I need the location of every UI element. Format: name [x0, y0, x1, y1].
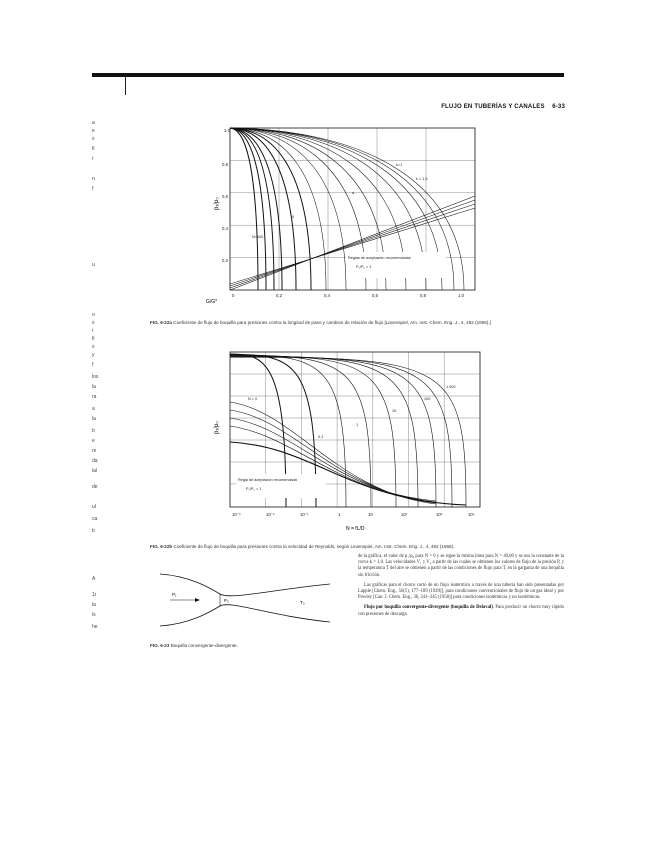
fig1-annotation: 0 [292, 215, 295, 219]
fig2-xtick: 10⁻² [266, 512, 275, 517]
figure-3-caption [150, 643, 350, 649]
flow-arrow-head [195, 598, 200, 602]
margin-fragment: la [92, 384, 96, 390]
section-text: Para producir un chorro muy rápido con presiones de descarga [358, 605, 564, 617]
margin-fragment: A [92, 576, 96, 582]
nozzle-upper-wall [160, 574, 330, 596]
fig2-annotation: 0,1 [318, 435, 324, 439]
fig1-curve [230, 128, 366, 290]
fig1-xtick: 0,6 [372, 293, 378, 298]
figure-2-caption [150, 544, 560, 550]
fig2-caption-label: FIG. 6-22b [150, 544, 173, 549]
fig2-annotation: 100 [424, 397, 431, 401]
margin-fragment: e [92, 438, 95, 444]
margin-fragment: ca [92, 516, 98, 522]
fig1-caption-label: FIG. 6-22a [150, 320, 172, 325]
margin-fragment: a [92, 406, 95, 412]
margin-fragment: los [92, 374, 99, 380]
margin-fragment: s [92, 136, 95, 142]
margin-fragment: la [92, 602, 96, 608]
fig1-annotation: N=100 [252, 235, 264, 239]
margin-fragment: b [92, 528, 95, 534]
figure-1-caption [150, 320, 560, 326]
fig2-xtick: 1 [338, 512, 341, 517]
fig2-y-label: p₁/p₀ [214, 421, 220, 434]
fig1-ytick: 0,8 [222, 162, 228, 167]
fig1-xtick: 0,4 [324, 293, 330, 298]
fig1-xtick: 0,8 [420, 293, 426, 298]
body-text-column [358, 554, 564, 622]
margin-fragment: s [92, 344, 95, 350]
margin-fragment: r [92, 328, 94, 334]
margin-fragment: ls [92, 612, 96, 618]
fig1-annotation: k = 1,3 [416, 177, 428, 181]
fig1-x-label: G/G* [206, 299, 218, 305]
margin-fragment: da [92, 458, 98, 464]
margin-fragment: a [92, 120, 95, 126]
fig1-xtick: 0 [232, 293, 235, 298]
margin-fragment: y [92, 352, 95, 358]
figure-3-nozzle-diagram [150, 560, 350, 640]
fig1-legend-text: P₁/P₀ = 1 [356, 265, 372, 269]
margin-fragment: 1r [92, 592, 97, 598]
gutter-tick [125, 77, 126, 95]
margin-fragment: de [92, 484, 98, 490]
nozzle-lower-wall [160, 605, 330, 626]
fig2-xtick: 10³ [436, 512, 443, 517]
fig2-x-label: N = fL/D [346, 526, 365, 532]
fig2-xtick: 10² [401, 512, 408, 517]
margin-fragment: e [92, 128, 95, 134]
fig2-legend-text: P₁/P₀ = 1 [246, 487, 262, 491]
margin-fragment: he [92, 624, 98, 630]
fig1-y-label: p₁/p₀ [214, 197, 220, 210]
margin-fragment: tl [92, 336, 95, 342]
margin-fragment: ul [92, 504, 96, 510]
fig1-xtick: 0,2 [276, 293, 282, 298]
fig2-xtick: 10⁻¹ [300, 512, 309, 517]
margin-fragment: la [92, 416, 96, 422]
fig1-curve [230, 128, 258, 290]
running-head-title: FLUJO EN TUBERÍAS Y CANALES [441, 104, 545, 110]
margin-fragment: u [92, 262, 95, 268]
body-paragraph: de la gráfica, el valor de p₁/p₀ para N = 0 y se sigue la misma línea para N = 40,00 y se usa la constante de la curva k = 1,0. Las velocidades V₁ y V₂ a partir de las cuales se obtienen los valores de flujo de la presión P, y la temperatura T del aire se obtienen a partir de las condiciones de flujo para T, en la garganta de una boquilla sin fricción. [358, 554, 564, 578]
fig1-ytick: 1,0 [224, 128, 230, 133]
page-number: 6-33 [552, 104, 565, 110]
figure-2-chart [196, 342, 496, 542]
fig1-ytick: 0,2 [222, 258, 228, 263]
fig1-ytick: 0,4 [222, 226, 228, 231]
margin-fragment: f [92, 186, 94, 192]
fig2-xtick: 10⁴ [468, 512, 475, 517]
margin-fragment: n [92, 176, 95, 182]
margin-fragment: f [92, 362, 94, 368]
body-paragraph-with-title: Flujo por boquilla convergente-divergente (boquilla de Delaval). Para producir un chorro muy rápido con presiones de descarga [358, 605, 564, 617]
margin-fragment: s [92, 320, 95, 326]
margin-fragment: re [92, 448, 97, 454]
nozzle-label-p1: P₁ [172, 592, 177, 597]
fig1-ytick: 0,6 [222, 194, 228, 199]
body-paragraph: Las gráficas para el chorro corto de un flujo isotérmico a través de una tubería han sido presentadas por Lapple [Chem. Eng., 56(5), 177–189 (1949)], para condiciones convencionales de flujo de un gas ideal y por Powley [Can. J. Chem. Eng., 36, 241–245 (1958)] para condiciones isotérmicas y no isotérmicas. [358, 582, 564, 601]
fig1-annotation: a [352, 191, 355, 195]
fig2-annotation: 1 [356, 423, 359, 427]
fig2-annotation: N = 0 [248, 397, 258, 401]
running-header [360, 104, 565, 110]
fig1-legend-text: Reglas de aceptación recomendadas [348, 256, 411, 260]
section-run-in-title: Flujo por boquilla convergente-divergente (boquilla de Delaval) [364, 605, 493, 611]
margin-fragment: b [92, 428, 95, 434]
fig3-caption-text: Boquilla convergente-divergente. [170, 643, 238, 648]
fig3-caption-label: FIG. 6-23 [150, 643, 170, 648]
margin-fragment: lal [92, 468, 98, 474]
top-rule [92, 73, 564, 77]
fig1-curve [230, 128, 326, 290]
nozzle-label-p0: P₀ [224, 598, 229, 603]
margin-fragment: tl [92, 146, 95, 152]
margin-fragment: ra [92, 394, 97, 400]
fig2-xtick: 10 [368, 512, 373, 517]
fig1-xtick: 1,0 [458, 293, 464, 298]
margin-fragment: o [92, 312, 95, 318]
figure-1-chart [196, 118, 486, 318]
fig1-caption-text: Coeficiente de flujo de boquilla para presiones contra la longitud de paso y cambios de relación de flujo [Lavenspiel, Am. Inst. Chem. Eng. J., 4, 482 (1958).] [173, 320, 491, 325]
fig2-legend-text: Regla de aceptación recomendada [238, 478, 297, 482]
margin-fragment: r [92, 156, 94, 162]
fig2-caption-text: Coeficiente de flujo de boquilla para presiones contra la velocidad de Reynolds, según Levenspiel, Am. Inst. Chem. Eng. J., 4, 482 (1958). [173, 544, 455, 549]
fig1-curve [230, 128, 266, 290]
fig1-annotation: k=1 [396, 163, 403, 167]
fig2-xtick: 10⁻³ [232, 512, 241, 517]
fig2-annotation: 1.000 [446, 385, 456, 389]
nozzle-label-t0: T₀ [300, 600, 305, 605]
fig2-annotation: 10 [392, 409, 397, 413]
